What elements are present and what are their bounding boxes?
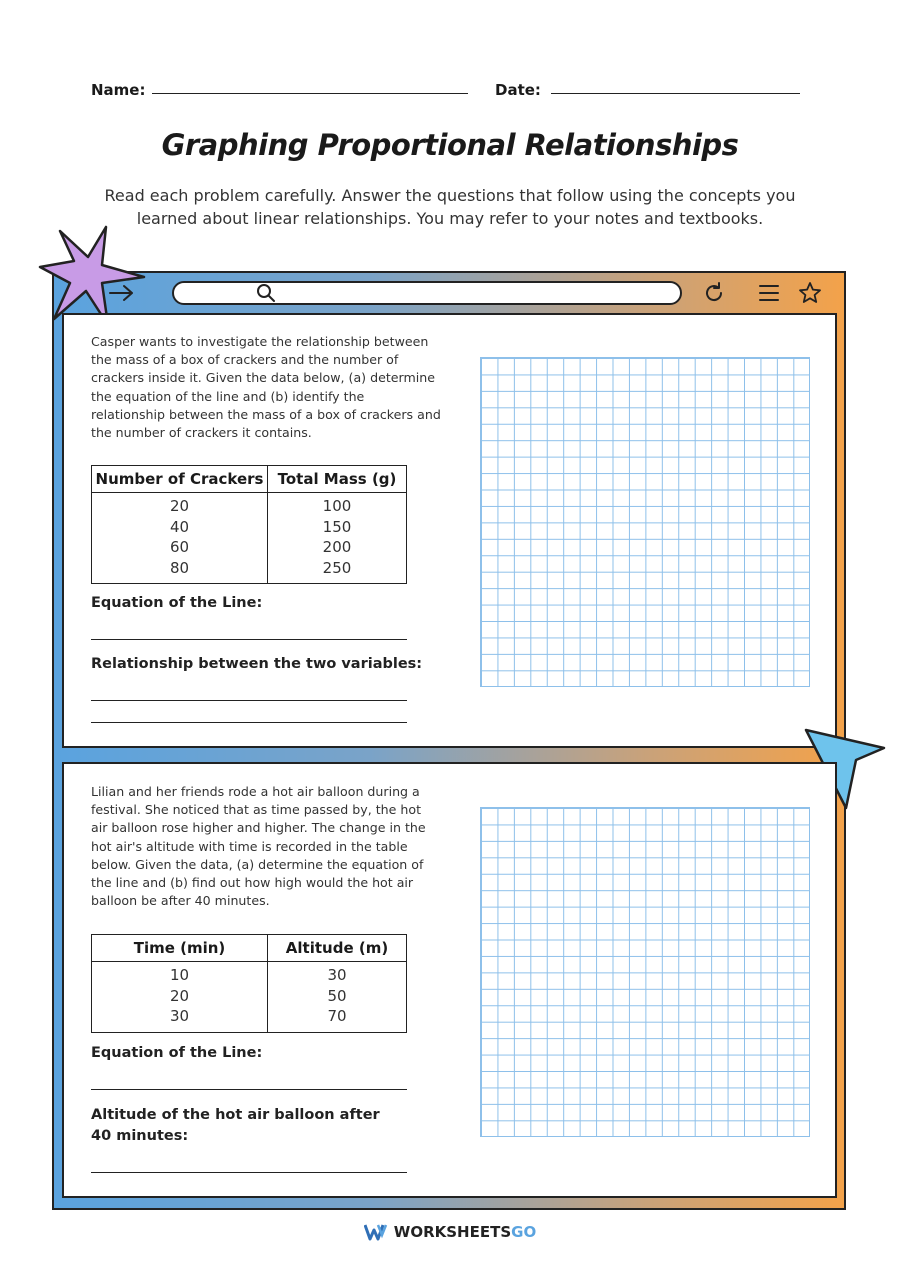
table-row — [92, 986, 407, 1007]
table-cell: 30 — [92, 1006, 268, 1032]
table-header: Altitude (m) — [268, 935, 407, 962]
problem-2-text: Lilian and her friends rode a hot air balloon during a festival. She noticed that as time passed by, the hot air balloon rose higher and higher. The change in the hot air's altitude with time is recorded in the table below. Given the data, (a) determine the equation of the line and (b) find out how high would the hot air balloon be after 40 minutes. — [91, 784, 426, 909]
equation-answer-line-1[interactable] — [91, 639, 407, 640]
star-icon — [796, 280, 824, 306]
search-icon — [254, 282, 278, 304]
table-cell: 250 — [268, 558, 407, 584]
address-bar[interactable] — [172, 281, 682, 305]
altitude-table — [91, 934, 407, 1033]
brand-name-part2: GO — [511, 1223, 537, 1241]
name-label: Name: — [91, 81, 146, 99]
table-header: Total Mass (g) — [268, 466, 407, 493]
date-field-line[interactable] — [551, 93, 800, 94]
relationship-label: Relationship between the two variables: — [91, 656, 423, 672]
table-row — [92, 962, 407, 986]
relationship-answer-line-2[interactable] — [91, 722, 407, 723]
worksheetsgo-logo-icon — [364, 1223, 388, 1241]
crackers-table — [91, 465, 407, 584]
table-row — [92, 537, 407, 558]
relationship-answer-line-1[interactable] — [91, 700, 407, 701]
problem-1-text: Casper wants to investigate the relationship between the mass of a box of crackers and the number of crackers inside it. Given the data below, (a) determine the equation of the line and (b) identify the relationship between the mass of a box of crackers and the number of crackers it contains. — [91, 334, 441, 441]
refresh-icon — [701, 281, 727, 305]
table-cell: 30 — [268, 962, 407, 986]
date-label: Date: — [495, 81, 541, 99]
altitude-answer-line[interactable] — [91, 1172, 407, 1173]
table-header: Time (min) — [92, 935, 268, 962]
table-row — [92, 558, 407, 584]
table-header: Number of Crackers — [92, 466, 268, 493]
table-cell: 100 — [268, 493, 407, 517]
graph-grid-2[interactable] — [480, 807, 810, 1137]
table-cell: 20 — [92, 493, 268, 517]
table-cell: 60 — [92, 537, 268, 558]
table-cell: 10 — [92, 962, 268, 986]
table-row — [92, 493, 407, 517]
table-cell: 200 — [268, 537, 407, 558]
brand-name-part1: WORKSHEETS — [393, 1223, 512, 1241]
footer-brand — [0, 1220, 900, 1244]
altitude-question-label: Altitude of the hot air balloon after 40 minutes: — [91, 1107, 380, 1144]
table-cell: 20 — [92, 986, 268, 1007]
page-title: Graphing Proportional Relationships — [161, 128, 739, 162]
equation-answer-line-2[interactable] — [91, 1089, 407, 1090]
equation-label-1: Equation of the Line: — [91, 595, 263, 611]
table-row — [92, 1006, 407, 1032]
table-row — [92, 517, 407, 538]
menu-icon — [756, 281, 782, 305]
table-cell: 70 — [268, 1006, 407, 1032]
table-cell: 50 — [268, 986, 407, 1007]
name-field-line[interactable] — [152, 93, 468, 94]
instructions: Read each problem carefully. Answer the questions that follow using the concepts you learned about linear relationships. You may refer to your notes and textbooks. — [104, 186, 796, 228]
equation-label-2: Equation of the Line: — [91, 1045, 263, 1061]
table-cell: 40 — [92, 517, 268, 538]
table-cell: 150 — [268, 517, 407, 538]
graph-grid-1[interactable] — [480, 357, 810, 687]
table-cell: 80 — [92, 558, 268, 584]
